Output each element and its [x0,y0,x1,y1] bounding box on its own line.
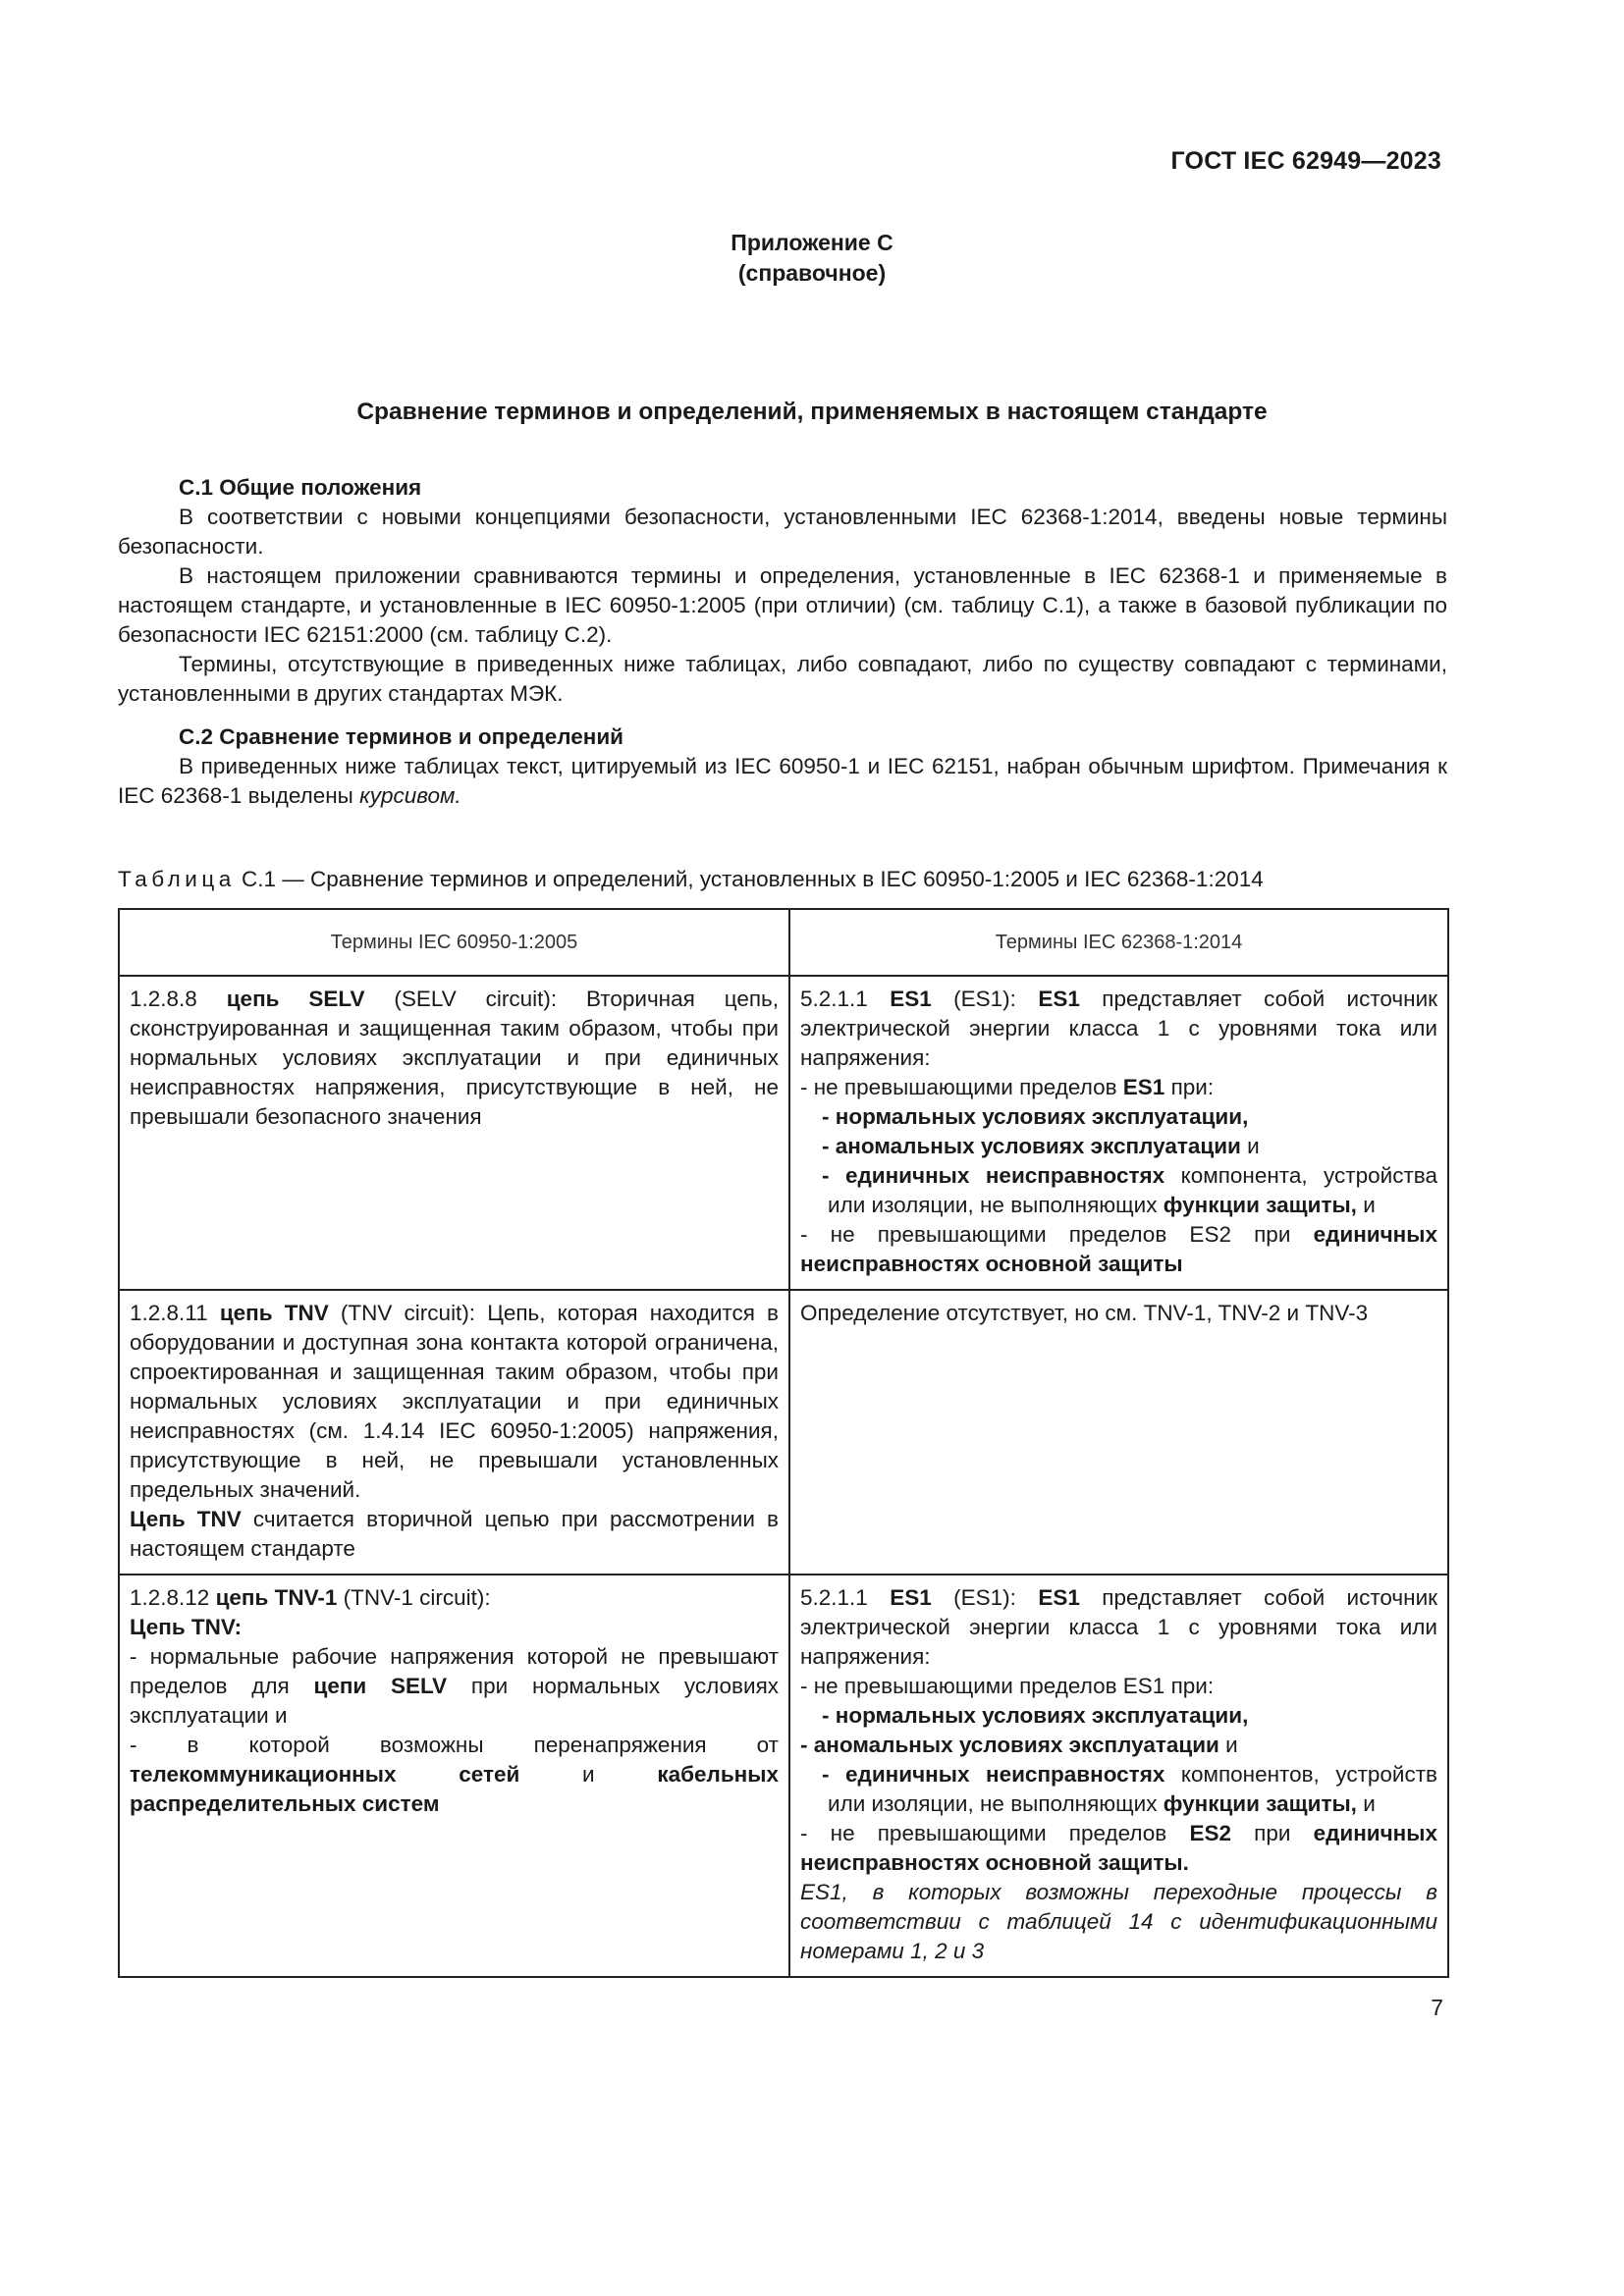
section-1-paragraph-2: В настоящем приложении сравниваются термины и определения, установленные в IEC 62368-1 и применяемые в настоящем стандарте, и установленные в IEC 60950-1:2005 (при отличии) (см. таблицу С.1), а также в базовой публикации по безопасности IEC 62151:2000 (см. таблицу С.2). [118,563,1447,647]
column-header-iec-60950: Термины IEC 60950-1:2005 [119,909,789,976]
table-cell-no-definition: Определение отсутствует, но см. TNV-1, TNV-2 и TNV-3 [789,1290,1448,1575]
table-header-row [119,909,1448,976]
section-1-heading: С.1 Общие положения [179,475,422,500]
table-row [119,1575,1448,1977]
standard-code: ГОСТ IEC 62949—2023 [1170,147,1441,175]
table-row [119,976,1448,1290]
table-cell-es1: 5.2.1.1 ES1 (ES1): ES1 представляет собой источник электрической энергии класса 1 с уровнями тока или напряжения: - не превышающими пределов ES1 при: - нормальных условиях эксплуатации, - аномальных условиях эксплуатации и - единичных неисправностях компонента, устройства или изоляции, не выполняющих функции защиты, и - не превышающими пределов ES2 при единичных неисправностях основной защиты [789,976,1448,1290]
section-1-paragraph-1: В соответствии с новыми концепциями безопасности, установленными IEC 62368-1:2014, введены новые термины безопасности. [118,505,1447,559]
table-caption-text: С.1 — Сравнение терминов и определений, установленных в IEC 60950-1:2005 и IEC 62368-1:2014 [235,867,1264,891]
page-number: 7 [1431,1995,1443,2020]
section-2-paragraph-1: В приведенных ниже таблицах текст, цитируемый из IEC 60950-1 и IEC 62151, набран обычным шрифтом. Примечания к IEC 62368-1 выделены курсивом. [118,754,1447,808]
annex-heading [0,228,1624,289]
table-cell-tnv-1: 1.2.8.12 цепь TNV-1 (TNV-1 circuit): Цепь TNV: - нормальные рабочие напряжения которой не превышают пределов для цепи SELV при нормальных условиях эксплуатации и - в которой возможны перенапряжения от телекоммуникационных сетей и кабельных распределительных систем [119,1575,789,1977]
table-caption [118,867,1264,892]
table-row [119,1290,1448,1575]
table-cell-selv: 1.2.8.8 цепь SELV (SELV circuit): Вторичная цепь, сконструированная и защищенная таким образом, чтобы при нормальных условиях эксплуатации и при единичных неисправностях напряжения, присутствующие в ней, не превышали безопасного значения [119,976,789,1290]
table-caption-label: Таблица [118,867,236,891]
annex-title: Приложение С [731,230,893,255]
table-cell-es1-tnv: 5.2.1.1 ES1 (ES1): ES1 представляет собой источник электрической энергии класса 1 с уровнями тока или напряжения: - не превышающими пределов ES1 при: - нормальных условиях эксплуатации, - аномальных условиях эксплуатации и - единичных неисправностях компонентов, устройств или изоляции, не выполняющих функции защиты, и - не превышающими пределов ES2 при единичных неисправностях основной защиты. ES1, в которых возможны переходные процессы в соответствии с таблицей 14 с идентификационными номерами 1, 2 и 3 [789,1575,1448,1977]
section-1-paragraph-3: Термины, отсутствующие в приведенных ниже таблицах, либо совпадают, либо по существу совпадают с терминами, установленными в других стандартах МЭК. [118,652,1447,706]
annex-type: (справочное) [737,260,887,286]
table-cell-tnv: 1.2.8.11 цепь TNV (TNV circuit): Цепь, которая находится в оборудовании и доступная зона контакта которой ограничена, спроектированная и защищенная таким образом, чтобы при нормальных условиях эксплуатации и при единичных неисправностях (см. 1.4.14 IEC 60950-1:2005) напряжения, присутствующие в ней, не превышали установленных предельных значений. Цепь TNV считается вторичной цепью при рассмотрении в настоящем стандарте [119,1290,789,1575]
document-title: Сравнение терминов и определений, применяемых в настоящем стандарте [356,399,1268,425]
comparison-table [118,908,1449,1978]
es1-note: ES1, в которых возможны переходные процессы в соответствии с таблицей 14 с идентификационными номерами 1, 2 и 3 [800,1880,1437,1963]
column-header-iec-62368: Термины IEC 62368-1:2014 [789,909,1448,976]
section-2-heading: С.2 Сравнение терминов и определений [179,724,623,749]
body-text [118,473,1447,811]
